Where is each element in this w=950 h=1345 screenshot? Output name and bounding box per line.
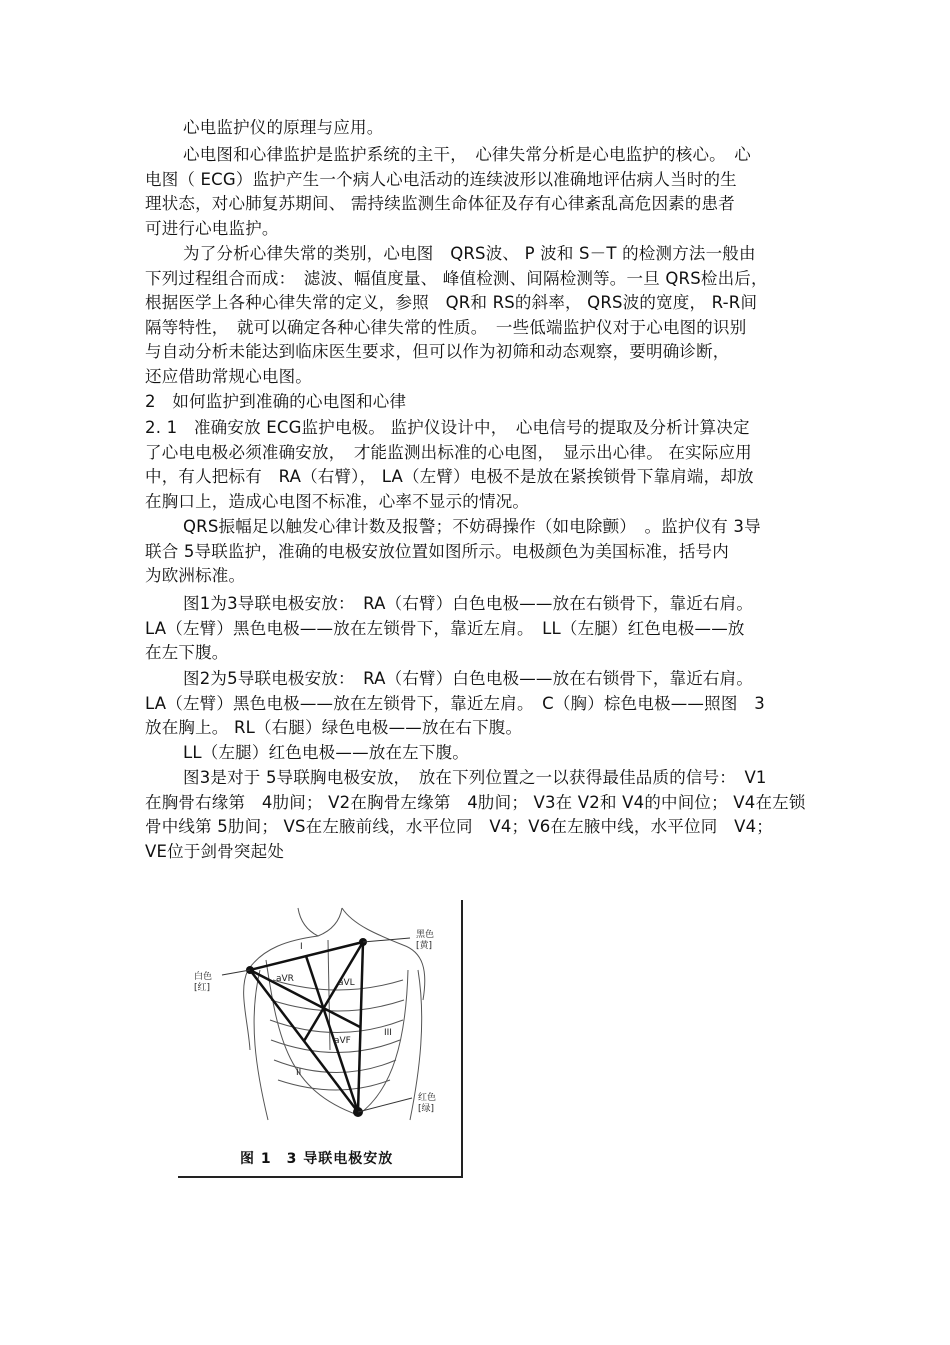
text-line: 在左下腹。 — [145, 643, 229, 662]
text-line: 下列过程组合而成： 滤波、幅值度量、 峰值检测、间隔检测等。一旦 QRS检出后， — [145, 268, 768, 288]
lead-iii-label: III — [384, 1028, 392, 1038]
label-white: 白色 — [194, 972, 213, 982]
text-line: 可进行心电监护。 — [145, 218, 279, 238]
paragraph-qrs — [145, 515, 825, 589]
text-line: 骨中线第 5肋间； VS在左腋前线，水平位同 V4；V6在左腋中线，水平位同 V4； — [145, 817, 774, 836]
lead-avl-label: aVL — [338, 978, 355, 988]
text-line: 还应借助常规心电图。 — [145, 366, 312, 386]
lead-i-label: I — [300, 942, 303, 952]
text-line: VE位于剑骨突起处 — [145, 841, 285, 861]
label-black: 黑色 — [416, 930, 435, 940]
text-line: 隔等特性， 就可以确定各种心律失常的性质。 一些低端监护仪对于心电图的识别 — [145, 317, 747, 337]
text-line: 图2为5导联电极安放： RA（右臂）白色电极——放在右锁骨下，靠近右肩。 — [183, 669, 754, 688]
text-line: 在胸口上，造成心电图不标准，心率不显示的情况。 — [145, 491, 530, 511]
text-line: 图1为3导联电极安放： RA（右臂）白色电极——放在右锁骨下，靠近右肩。 — [183, 594, 754, 613]
paragraph-fig2 — [145, 667, 825, 765]
paragraph-fig1 — [145, 592, 825, 666]
lead-avr-label: aVR — [276, 974, 294, 984]
section-heading-2 — [145, 390, 825, 415]
label-red-eu: [绿] — [418, 1104, 435, 1114]
text-line: 为了分析心律失常的类别，心电图 QRS波、 P 波和 S－T 的检测方法一般由 — [183, 244, 756, 263]
text-line: 电图（ ECG）监护产生一个病人心电活动的连续波形以准确地评估病人当时的生 — [145, 169, 737, 189]
text-line: 心电监护仪的原理与应用。 — [183, 118, 384, 137]
label-black-eu: [黄] — [416, 941, 433, 951]
paragraph-intro — [145, 143, 825, 241]
figure-3-lead-placement — [178, 900, 463, 1178]
text-line: 为欧洲标准。 — [145, 566, 246, 585]
paragraph-arrhythmia — [145, 242, 825, 389]
text-line: 了心电电极必须准确安放， 才能监测出标准的心电图， 显示出心律。 在实际应用 — [145, 442, 752, 462]
text-line: 2. 1 准确安放 ECG监护电极。 监护仪设计中， 心电信号的提取及分析计算决定 — [145, 418, 750, 437]
text-line: QRS振幅足以触发心律计数及报警；不妨碍操作（如电除颤） 。监护仪有 3导 — [183, 517, 761, 536]
text-line: 联合 5导联监护，准确的电极安放位置如图所示。电极颜色为美国标准，括号内 — [145, 541, 729, 561]
text-line: 在胸骨右缘第 4肋间； V2在胸骨左缘第 4肋间； V3在 V2和 V4的中间位； V4在左锁 — [145, 792, 806, 812]
figure-caption: 图 1 3 导联电极安放 — [240, 1151, 394, 1167]
text-line: 心电图和心律监护是监护系统的主干， 心律失常分析是心电监护的核心。 心 — [183, 145, 751, 164]
text-line: 2 如何监护到准确的心电图和心律 — [145, 392, 407, 411]
text-line: 图3是对于 5导联胸电极安放， 放在下列位置之一以获得最佳品质的信号： V1 — [183, 768, 767, 787]
paragraph-title — [145, 116, 825, 141]
text-line: 中，有人把标有 RA（右臂）， LA（左臂）电极不是放在紧挨锁骨下靠肩端，却放 — [145, 467, 754, 486]
text-line: 理状态，对心肺复苏期间、 需持续监测生命体征及存有心律紊乱高危因素的患者 — [145, 194, 735, 213]
label-white-eu: [红] — [194, 983, 211, 993]
text-line: 与自动分析未能达到临床医生要求，但可以作为初筛和动态观察，要明确诊断， — [145, 342, 730, 361]
text-line: LL（左腿）红色电极——放在左下腹。 — [183, 742, 469, 762]
text-line: LA（左臂）黑色电极——放在左锁骨下，靠近左肩。 C（胸）棕色电极——照图 3 — [145, 693, 765, 713]
text-line: 根据医学上各种心律失常的定义，参照 QR和 RS的斜率， QRS波的宽度， R-R间 — [145, 293, 758, 312]
lead-ii-label: II — [296, 1068, 302, 1078]
paragraph-2-1 — [145, 416, 825, 514]
text-line: LA（左臂）黑色电极——放在左锁骨下，靠近左肩。 LL（左腿）红色电极——放 — [145, 618, 745, 638]
text-line: 放在胸上。 RL（右腿）绿色电极——放在右下腹。 — [145, 718, 523, 737]
paragraph-fig3 — [145, 766, 825, 864]
lead-avf-label: aVF — [334, 1036, 351, 1046]
label-red: 红色 — [418, 1093, 437, 1103]
